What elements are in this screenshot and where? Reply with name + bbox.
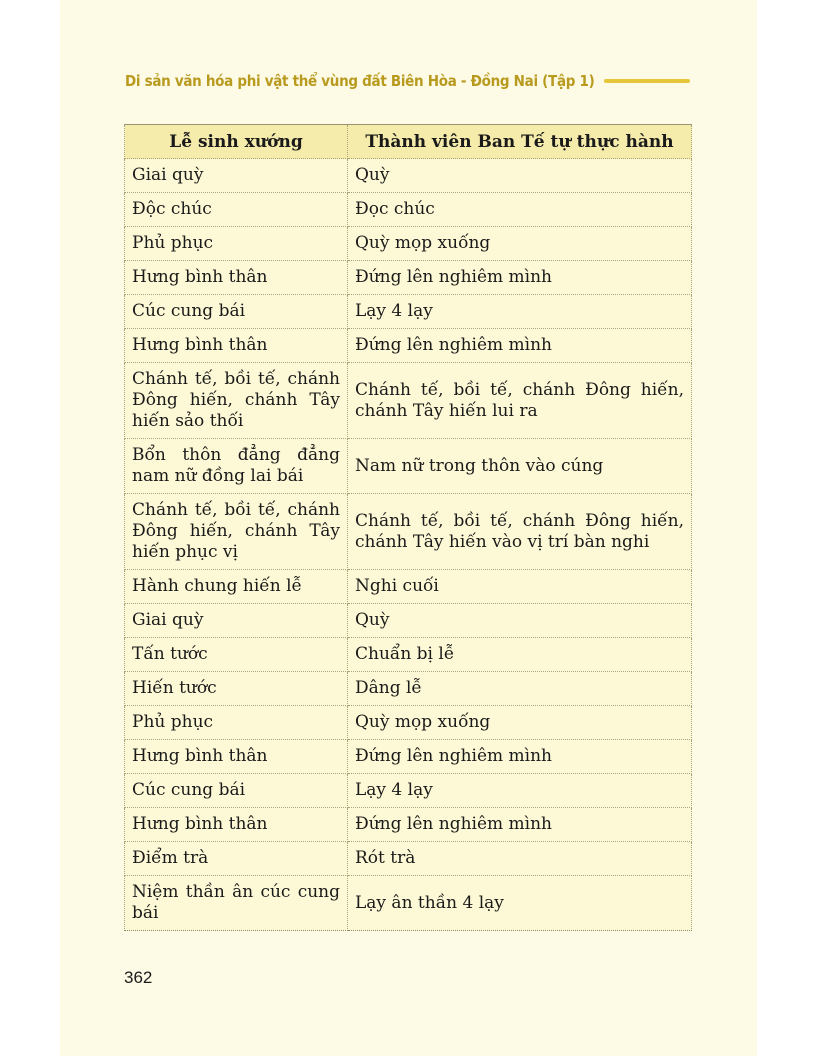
table-body xyxy=(125,159,692,931)
cell-ritual-call: Hưng bình thân xyxy=(125,808,348,842)
cell-practice: Chánh tế, bồi tế, chánh Đông hiến, chánh Tây hiến lui ra xyxy=(348,363,692,439)
cell-practice: Lạy 4 lạy xyxy=(348,774,692,808)
book-title: Di sản văn hóa phi vật thể vùng đất Biên Hòa - Đồng Nai (Tập 1) xyxy=(125,72,595,90)
ritual-table xyxy=(124,124,692,931)
cell-practice: Chánh tế, bồi tế, chánh Đông hiến, chánh Tây hiến vào vị trí bàn nghi xyxy=(348,494,692,570)
cell-ritual-call: Giai quỳ xyxy=(125,604,348,638)
cell-practice: Nam nữ trong thôn vào cúng xyxy=(348,439,692,494)
table-row xyxy=(125,638,692,672)
cell-practice: Quỳ mọp xuống xyxy=(348,706,692,740)
cell-practice: Nghi cuối xyxy=(348,570,692,604)
cell-practice: Rót trà xyxy=(348,842,692,876)
cell-practice: Đứng lên nghiêm mình xyxy=(348,329,692,363)
table-row xyxy=(125,329,692,363)
column-header-practice: Thành viên Ban Tế tự thực hành xyxy=(348,125,692,159)
cell-ritual-call: Tấn tước xyxy=(125,638,348,672)
table-row xyxy=(125,808,692,842)
page-number: 362 xyxy=(124,968,153,987)
cell-practice: Đứng lên nghiêm mình xyxy=(348,261,692,295)
table-row xyxy=(125,494,692,570)
cell-practice: Lạy ân thần 4 lạy xyxy=(348,876,692,931)
table-row xyxy=(125,159,692,193)
table-row xyxy=(125,706,692,740)
cell-ritual-call: Chánh tế, bồi tế, chánh Đông hiến, chánh Tây hiến sảo thối xyxy=(125,363,348,439)
cell-practice: Quỳ mọp xuống xyxy=(348,227,692,261)
cell-practice: Đọc chúc xyxy=(348,193,692,227)
table-row xyxy=(125,193,692,227)
table-row xyxy=(125,363,692,439)
column-header-ritual-call: Lễ sinh xướng xyxy=(125,125,348,159)
cell-ritual-call: Phủ phục xyxy=(125,227,348,261)
table-row xyxy=(125,439,692,494)
cell-ritual-call: Cúc cung bái xyxy=(125,774,348,808)
table-row xyxy=(125,261,692,295)
cell-ritual-call: Cúc cung bái xyxy=(125,295,348,329)
cell-ritual-call: Phủ phục xyxy=(125,706,348,740)
table-row xyxy=(125,876,692,931)
cell-ritual-call: Hưng bình thân xyxy=(125,261,348,295)
cell-ritual-call: Chánh tế, bồi tế, chánh Đông hiến, chánh Tây hiến phục vị xyxy=(125,494,348,570)
cell-practice: Quỳ xyxy=(348,159,692,193)
table-header-row xyxy=(125,125,692,159)
table-row xyxy=(125,672,692,706)
cell-ritual-call: Điểm trà xyxy=(125,842,348,876)
cell-ritual-call: Bổn thôn đẳng đẳng nam nữ đồng lai bái xyxy=(125,439,348,494)
cell-ritual-call: Hiến tước xyxy=(125,672,348,706)
table-row xyxy=(125,227,692,261)
cell-practice: Quỳ xyxy=(348,604,692,638)
cell-ritual-call: Hưng bình thân xyxy=(125,329,348,363)
cell-ritual-call: Hưng bình thân xyxy=(125,740,348,774)
cell-practice: Chuẩn bị lễ xyxy=(348,638,692,672)
table-row xyxy=(125,295,692,329)
running-header xyxy=(125,68,690,94)
cell-ritual-call: Giai quỳ xyxy=(125,159,348,193)
table-row xyxy=(125,842,692,876)
cell-ritual-call: Niệm thần ân cúc cung bái xyxy=(125,876,348,931)
cell-practice: Đứng lên nghiêm mình xyxy=(348,808,692,842)
table-row xyxy=(125,740,692,774)
cell-ritual-call: Hành chung hiến lễ xyxy=(125,570,348,604)
cell-practice: Đứng lên nghiêm mình xyxy=(348,740,692,774)
table-row xyxy=(125,774,692,808)
cell-practice: Dâng lễ xyxy=(348,672,692,706)
table-row xyxy=(125,604,692,638)
cell-practice: Lạy 4 lạy xyxy=(348,295,692,329)
table-row xyxy=(125,570,692,604)
cell-ritual-call: Độc chúc xyxy=(125,193,348,227)
header-rule xyxy=(604,79,690,83)
